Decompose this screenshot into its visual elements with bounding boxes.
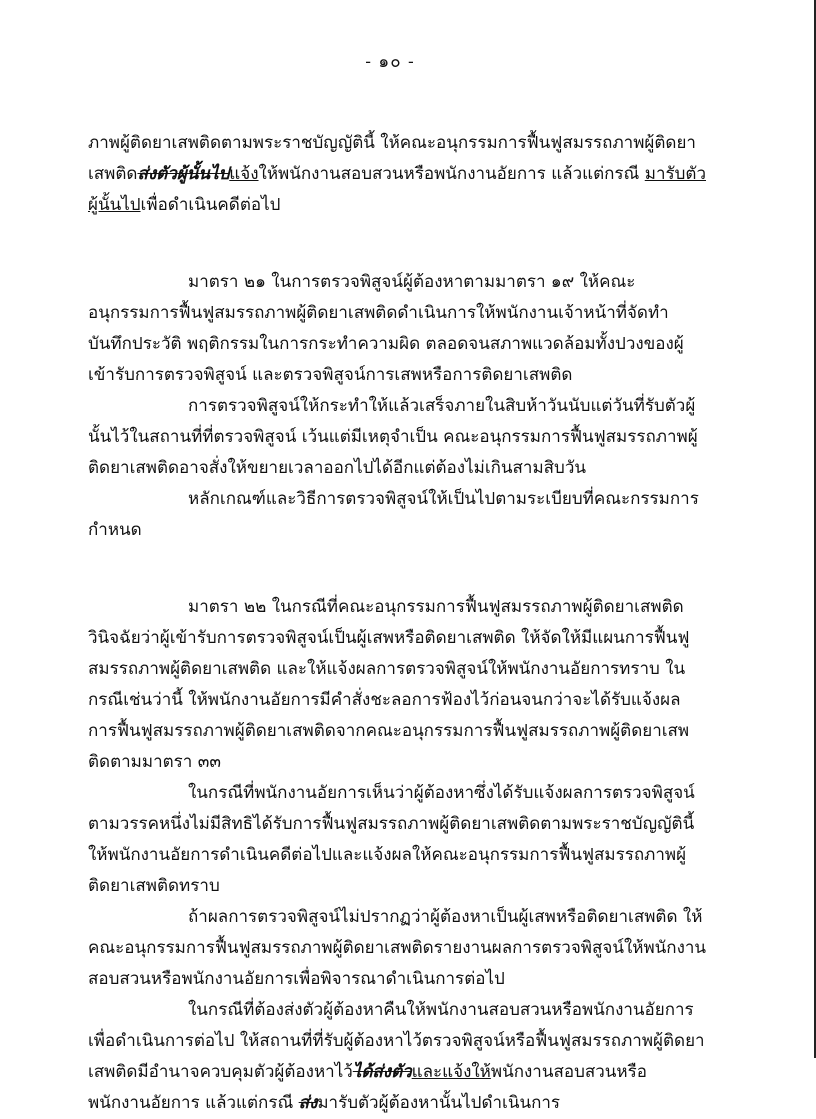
section-21-para-1: มาตรา ๒๑ ในการตรวจพิสูจน์ผู้ต้องหาตามมาตรา ๑๙ ให้คณะอนุกรรมการฟื้นฟูสมรรถภาพผู้ติดยาเสพติดดำเนินการให้พนักงานเจ้าหน้าที่จัดทำบันทึกประวัติ พฤติกรรมในการกระทำความผิด ตลอดจนสภาพแวดล้อมทั้งปวงของผู้เข้ารับการตรวจพิสูจน์ และตรวจพิสูจน์การเสพหรือการติดยาเสพติด xyxy=(88,272,684,385)
cont-line-1: ภาพผู้ติดยาเสพติดตามพระราชบัญญัตินี้ ให้คณะอนุกรรมการฟื้นฟูสมรรถภาพผู้ติดยา xyxy=(88,133,696,153)
inserted-text-4: และแจ้งให้ xyxy=(411,1062,491,1082)
inserted-text-3: ผู้นั้นไป xyxy=(88,195,141,215)
para-4-c: พนักงานสอบสวนหรือพนักงานอัยการ แล้วแต่กรณี xyxy=(88,1062,647,1113)
cont-line-2a: เสพติด xyxy=(88,164,138,184)
struck-text-2: ได้ส่งตัว xyxy=(352,1062,412,1082)
section-22-para-4 xyxy=(88,995,708,1119)
section-22-para-1: มาตรา ๒๒ ในกรณีที่คณะอนุกรรมการฟื้นฟูสมรรถภาพผู้ติดยาเสพติดวินิจฉัยว่าผู้เข้ารับการตรวจพิสูจน์เป็นผู้เสพหรือติดยาเสพติด ให้จัดให้มีแผนการฟื้นฟูสมรรถภาพผู้ติดยาเสพติด และให้แจ้งผลการตรวจพิสูจน์ให้พนักงานอัยการทราบ ในกรณีเช่นว่านี้ ให้พนักงานอัยการมีคำสั่งชะลอการฟ้องไว้ก่อนจนกว่าจะได้รับแจ้งผลการฟื้นฟูสมรรถภาพผู้ติดยาเสพติดจากคณะอนุกรรมการฟื้นฟูสมรรถภาพผู้ติดยาเสพติดตามมาตรา ๓๓ xyxy=(88,597,690,772)
struck-text-3: ส่ง xyxy=(298,1093,318,1113)
section-22-para-3: ถ้าผลการตรวจพิสูจน์ไม่ปรากฏว่าผู้ต้องหาเป็นผู้เสพหรือติดยาเสพติด ให้คณะอนุกรรมการฟื้นฟูสมรรถภาพผู้ติดยาเสพติดรายงานผลการตรวจพิสูจน์ให้พนักงานสอบสวนหรือพนักงานอัยการเพื่อพิจารณาดำเนินการต่อไป xyxy=(88,907,707,989)
body-text xyxy=(88,128,708,1119)
struck-text: ส่งตัวผู้นั้นไป xyxy=(137,164,230,184)
section-21-para-3: หลักเกณฑ์และวิธีการตรวจพิสูจน์ให้เป็นไปตามระเบียบที่คณะกรรมการกำหนด xyxy=(88,489,699,540)
page-number: - ๑๐ - xyxy=(365,52,415,72)
para-4-d: มารับตัวผู้ต้องหานั้นไปดำเนินการ xyxy=(317,1093,561,1113)
section-continuation xyxy=(88,128,708,221)
inserted-text-2: มารับตัว xyxy=(644,164,706,184)
section-21-para-2: การตรวจพิสูจน์ให้กระทำให้แล้วเสร็จภายในสิบห้าวันนับแต่วันที่รับตัวผู้นั้นไว้ในสถานที่ที่ตรวจพิสูจน์ เว้นแต่มีเหตุจำเป็น คณะอนุกรรมการฟื้นฟูสมรรถภาพผู้ติดยาเสพติดอาจสั่งให้ขยายเวลาออกไปได้อีกแต่ต้องไม่เกินสามสิบวัน xyxy=(88,396,698,478)
cont-line-3b: เพื่อดำเนินคดีต่อไป xyxy=(140,195,281,215)
cont-line-2c: ให้พนักงานสอบสวนหรือพนักงานอัยการ แล้วแต่กรณี xyxy=(258,164,645,184)
inserted-text: แจ้ง xyxy=(229,164,259,184)
para-4-a: ในกรณีที่ต้องส่งตัวผู้ต้องหาคืนให้พนักงานสอบสวนหรือพนักงานอัยการเพื่อดำเนินการต่อไป ให้สถานที่ที่รับผู้ต้องหาไว้ตรวจพิสูจน์หรือฟื้นฟูสมรรถภาพผู้ติดยาเสพติดมีอำนาจควบคุมตัวผู้ต้องหาไว้ xyxy=(88,1000,705,1082)
section-22-para-2: ในกรณีที่พนักงานอัยการเห็นว่าผู้ต้องหาซึ่งได้รับแจ้งผลการตรวจพิสูจน์ตามวรรคหนึ่งไม่มีสิทธิได้รับการฟื้นฟูสมรรถภาพผู้ติดยาเสพติดตามพระราชบัญญัตินี้ ให้พนักงานอัยการดำเนินคดีต่อไปและแจ้งผลให้คณะอนุกรรมการฟื้นฟูสมรรถภาพผู้ติดยาเสพติดทราบ xyxy=(88,783,695,896)
